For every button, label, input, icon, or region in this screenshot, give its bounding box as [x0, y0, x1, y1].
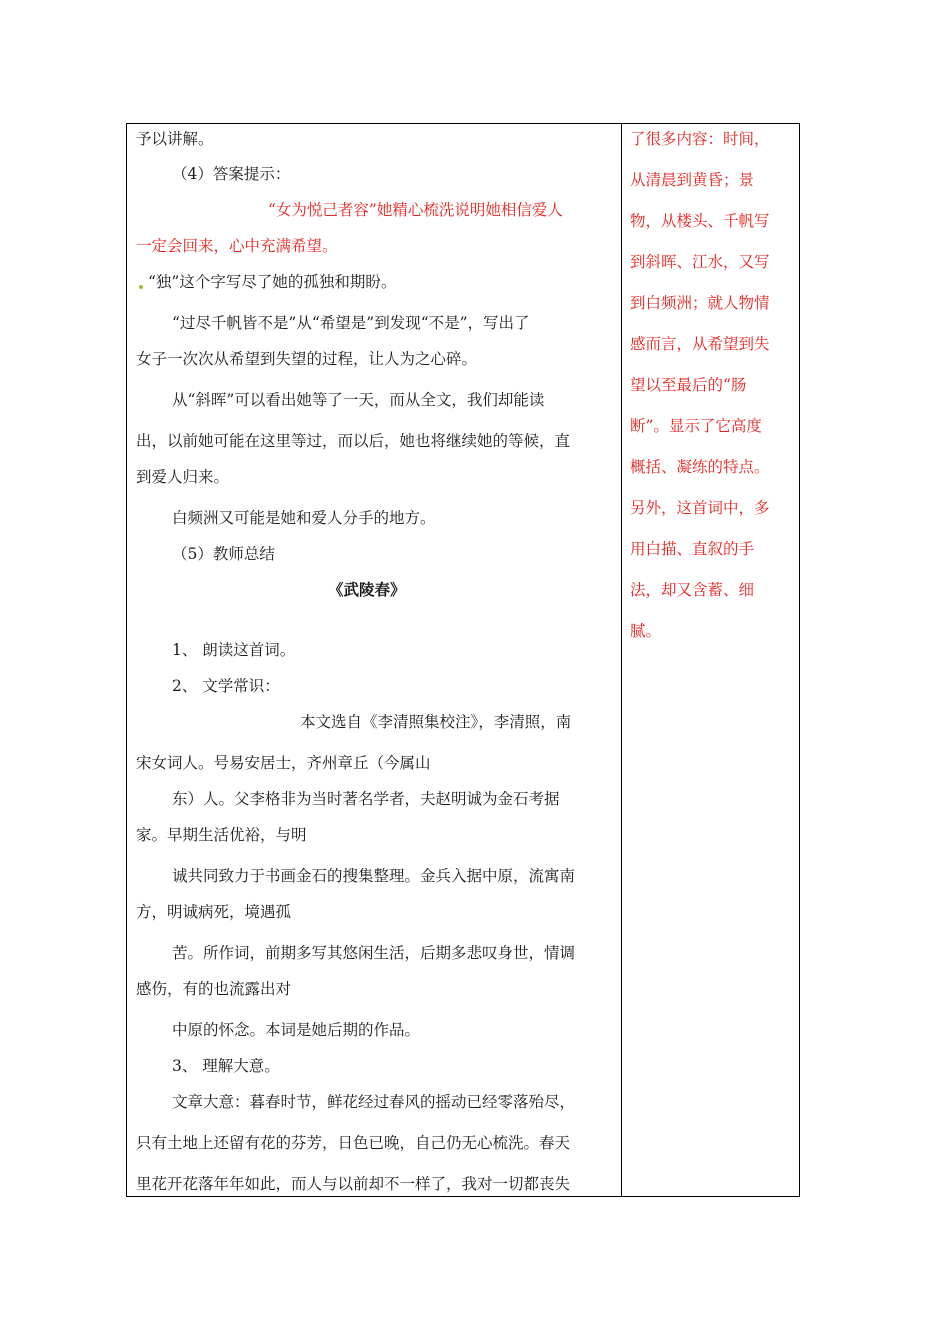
column-divider [621, 123, 622, 1197]
answer-hint-heading: （4）答案提示： [172, 165, 291, 183]
summary-heading: （5）教师总结 [172, 545, 275, 563]
annotation-line: 望以至最后的“肠 [630, 376, 747, 394]
text-line: 方，明诚病死，境遇孤 [136, 903, 292, 921]
text-line: 感伤，有的也流露出对 [136, 980, 292, 998]
text-line: 本文选自《李清照集校注》，李清照，南 [300, 713, 572, 731]
text-line: 出，以前她可能在这里等过，而以后，她也将继续她的等候，直 [136, 432, 571, 450]
annotation-line: 物，从楼头、千帆写 [630, 212, 770, 230]
text-line: 白频洲又可能是她和爱人分手的地方。 [172, 509, 436, 527]
annotation-line: 感而言，从希望到失 [630, 335, 770, 353]
annotation-line: 断”。显示了它高度 [630, 417, 762, 435]
step-item: 3、 理解大意。 [172, 1057, 280, 1075]
text-line: 宋女词人。号易安居士，齐州章丘（今属山 [136, 754, 431, 772]
bullet-dot [139, 285, 143, 289]
text-line: 诚共同致力于书画金石的搜集整理。金兵入据中原，流寓南 [172, 867, 576, 885]
text-line: 从“斜晖”可以看出她等了一天，而从全文，我们却能读 [172, 391, 545, 409]
annotation-line: 到白频洲；就人物情 [630, 294, 770, 312]
text-line: 女子一次次从希望到失望的过程，让人为之心碎。 [136, 350, 478, 368]
text-line: 予以讲解。 [136, 130, 214, 148]
annotation-line: 了很多内容：时间， [630, 130, 770, 148]
annotation-line: 腻。 [630, 622, 662, 640]
text-line: “过尽千帆皆不是”从“希望是”到发现“不是”，写出了 [172, 314, 530, 332]
annotation-line: 法，却又含蓄、细 [630, 581, 755, 599]
text-line: 文章大意：暮春时节，鲜花经过春风的摇动已经零落殆尽， [172, 1093, 576, 1111]
annotation-line: 用白描、直叙的手 [630, 540, 755, 558]
step-item: 2、 文学常识： [172, 677, 280, 695]
text-line: 苦。所作词，前期多写其悠闲生活，后期多悲叹身世，情调 [172, 944, 576, 962]
annotation-line: 到斜晖、江水，又写 [630, 253, 770, 271]
text-line: 中原的怀念。本词是她后期的作品。 [172, 1021, 421, 1039]
text-line: 到爱人归来。 [136, 468, 230, 486]
text-line: “独”这个字写尽了她的孤独和期盼。 [148, 273, 397, 291]
text-line: 只有土地上还留有花的芬芳，日色已晚，自己仍无心梳洗。春天 [136, 1134, 571, 1152]
answer-line-red: 一定会回来，心中充满希望。 [136, 237, 338, 255]
text-line: 里花开花落年年如此，而人与以前却不一样了，我对一切都丧失 [136, 1175, 571, 1193]
annotation-line: 从清晨到黄昏；景 [630, 171, 755, 189]
poem-title: 《武陵春》 [328, 580, 406, 599]
text-line: 家。早期生活优裕，与明 [136, 826, 307, 844]
text-line: 东）人。父李格非为当时著名学者，夫赵明诚为金石考据 [172, 790, 560, 808]
annotation-line: 概括、凝练的特点。 [630, 458, 770, 476]
answer-line-red: “女为悦己者容”她精心梳洗说明她相信爱人 [268, 201, 563, 219]
step-item: 1、 朗读这首词。 [172, 641, 296, 659]
annotation-line: 另外，这首词中，多 [630, 499, 770, 517]
